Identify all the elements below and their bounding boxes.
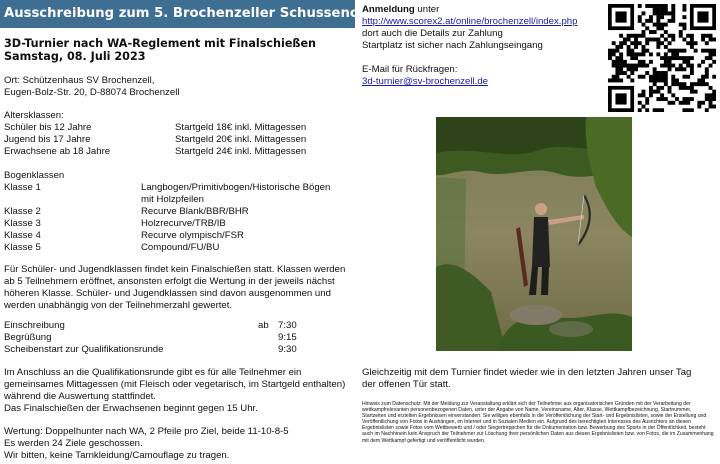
age-classes-table	[4, 122, 354, 158]
title-banner: Ausschreibung zum 5. Brochenzeller Schussencup	[0, 0, 355, 28]
age-class-fee: Startgeld 18€ inkl. Mittagessen	[175, 122, 307, 133]
paragraph-line: gemeinsames Mittagessen (mit Fleisch oder vegetarisch, im Startgeld enthalten)	[4, 379, 346, 390]
age-class-row	[4, 122, 354, 134]
event-date: Samstag, 08. Juli 2023	[4, 50, 146, 63]
schedule-label: Einschreibung	[4, 320, 65, 331]
paragraph-line: höheren Klasse. Schüler- und Jugendklassen sind davon ausgenommen und	[4, 288, 331, 299]
bow-class-desc: Compound/FU/BU	[141, 242, 220, 253]
age-class-fee: Startgeld 20€ inkl. Mittagessen	[175, 134, 307, 145]
paragraph-line: Wertung: Doppelhunter nach WA, 2 Pfeile pro Ziel, beide 11-10-8-5	[4, 426, 289, 437]
bow-class-label: Klasse 4	[4, 230, 41, 241]
bow-class-row	[4, 206, 354, 218]
archer-photo	[436, 117, 632, 351]
class-rules-paragraph	[4, 264, 345, 312]
location-line-1: Ort: Schützenhaus SV Brochenzell,	[4, 75, 155, 86]
lunch-paragraph	[4, 367, 345, 415]
age-class-label: Jugend bis 17 Jahre	[4, 134, 91, 145]
bow-class-label: Klasse 1	[4, 182, 41, 193]
schedule-table	[4, 320, 354, 356]
bow-class-row	[4, 230, 354, 242]
paragraph-line: werden unabhängig von der Teilnehmerzahl gewertet.	[4, 300, 233, 311]
schedule-row	[4, 332, 354, 344]
bow-class-label: Klasse 3	[4, 218, 41, 229]
bow-class-desc: Recurve Blank/BBR/BHR	[141, 206, 249, 217]
age-classes-heading: Altersklassen:	[4, 110, 64, 121]
email-link[interactable]: 3d-turnier@sv-brochenzell.de	[362, 76, 488, 87]
schedule-time: 9:15	[278, 332, 297, 343]
location-line-2: Eugen-Bolz-Str. 20, D-88074 Brochenzell	[4, 87, 180, 98]
bow-class-row	[4, 218, 354, 230]
archer-photo-graphic	[436, 117, 632, 351]
schedule-row	[4, 344, 354, 356]
open-day-note	[362, 367, 691, 391]
bow-class-label: Klasse 5	[4, 242, 41, 253]
schedule-time: 9:30	[278, 344, 297, 355]
bow-classes-heading: Bogenklassen	[4, 170, 65, 181]
bow-classes-table	[4, 182, 354, 254]
age-class-row	[4, 146, 354, 158]
schedule-time: 7:30	[278, 320, 297, 331]
privacy-notice: Hinweis zum Datenschutz: Mit der Meldung zur Veranstaltung erklärt sich der Teilnehmer aus organisatorischen Gründen mit der Verarbeitung der wettkampfrelevanten personenbezogenen Daten, unter der Angabe von Name, Vereinsname, Alter, Klasse, Wettkampfbezeichnung, Startnummer, Startzeiten und erzielten Ergebnissen einverstanden. Sie willigen ebenfalls in die Veröffentlichung der Start- und Ergebnislisten, sowie der Erstellung und Veröffentlichung von Fotos in Aushängen, im Internet und in Sozialen Medien ein. Aufgrund des berechtigten Interesses des Ausrichters an diesen Ergebnislisten sowie Fotos vom Wettbewerb und / oder Siegertreppchen für die Dokumentation bzw. Bewerbung des Sports in der Öffentlichkeit, besteht auch im Nachhinein kein Anspruch der Teilnehmer zur Löschung ihrer persönlichen Daten aus diesen Ergebnislisten bzw. von Fotos, die im Zusammenhang mit dem Wettkampf gefertigt und veröffentlicht wurden.	[362, 401, 714, 444]
bow-class-desc: Langbogen/Primitivbogen/Historische Bögen	[141, 182, 331, 193]
bow-class-desc-cont: mit Holzpfeilen	[141, 194, 204, 205]
qr-code-image[interactable]	[608, 4, 716, 112]
paragraph-line: Gleichzeitig mit dem Turnier findet wieder wie in den letzten Jahren unser Tag	[362, 367, 692, 378]
bow-class-row-cont	[4, 194, 354, 206]
scoring-rules	[4, 426, 289, 462]
schedule-label: Scheibenstart zur Qualifikationsrunde	[4, 344, 164, 355]
paragraph-line: Im Anschluss an die Qualifikationsrunde gibt es für alle Teilnehmer ein	[4, 367, 302, 378]
registration-link[interactable]: http://www.scorex2.at/online/brochenzell/index.php	[362, 16, 578, 27]
bow-class-label: Klasse 2	[4, 206, 41, 217]
event-subtitle: 3D-Turnier nach WA-Reglement mit Finalschießen	[4, 37, 317, 50]
schedule-label: Begrüßung	[4, 332, 52, 343]
payment-details-text: dort auch die Details zur Zahlung	[362, 28, 503, 39]
schedule-prefix: ab	[258, 320, 269, 331]
registration-heading	[362, 4, 577, 16]
bow-class-row	[4, 182, 354, 194]
email-label: E-Mail für Rückfragen:	[362, 64, 458, 75]
age-class-label: Erwachsene ab 18 Jahre	[4, 146, 111, 157]
paragraph-line: Wir bitten, keine Tarnkleidung/Camouflage zu tragen.	[4, 450, 230, 461]
age-class-fee: Startgeld 24€ inkl. Mittagessen	[175, 146, 307, 157]
paragraph-line: während die Auswertung stattfindet.	[4, 391, 156, 402]
paragraph-line: der offenen Tür statt.	[362, 379, 451, 390]
registration-label: Anmeldung	[362, 4, 415, 15]
paragraph-line: Das Finalschießen der Erwachsenen beginnt gegen 15 Uhr.	[4, 403, 258, 414]
paragraph-line: Für Schüler- und Jugendklassen findet kein Finalschießen statt. Klassen werden	[4, 264, 346, 275]
paragraph-line: ab 5 Teilnehmern eröffnet, ansonsten erfolgt die Wertung in der jeweils nächst	[4, 276, 335, 287]
qr-code-graphic	[608, 4, 716, 112]
payment-note-text: Startplatz ist sicher nach Zahlungseingang	[362, 40, 543, 51]
age-class-label: Schüler bis 12 Jahre	[4, 122, 92, 133]
bow-class-row	[4, 242, 354, 254]
registration-block	[362, 4, 577, 88]
bow-class-desc: Holzrecurve/TRB/IB	[141, 218, 226, 229]
age-class-row	[4, 134, 354, 146]
registration-label-rest: unter	[414, 4, 440, 15]
paragraph-line: Es werden 24 Ziele geschossen.	[4, 438, 143, 449]
bow-class-desc: Recurve olympisch/FSR	[141, 230, 244, 241]
schedule-row	[4, 320, 354, 332]
